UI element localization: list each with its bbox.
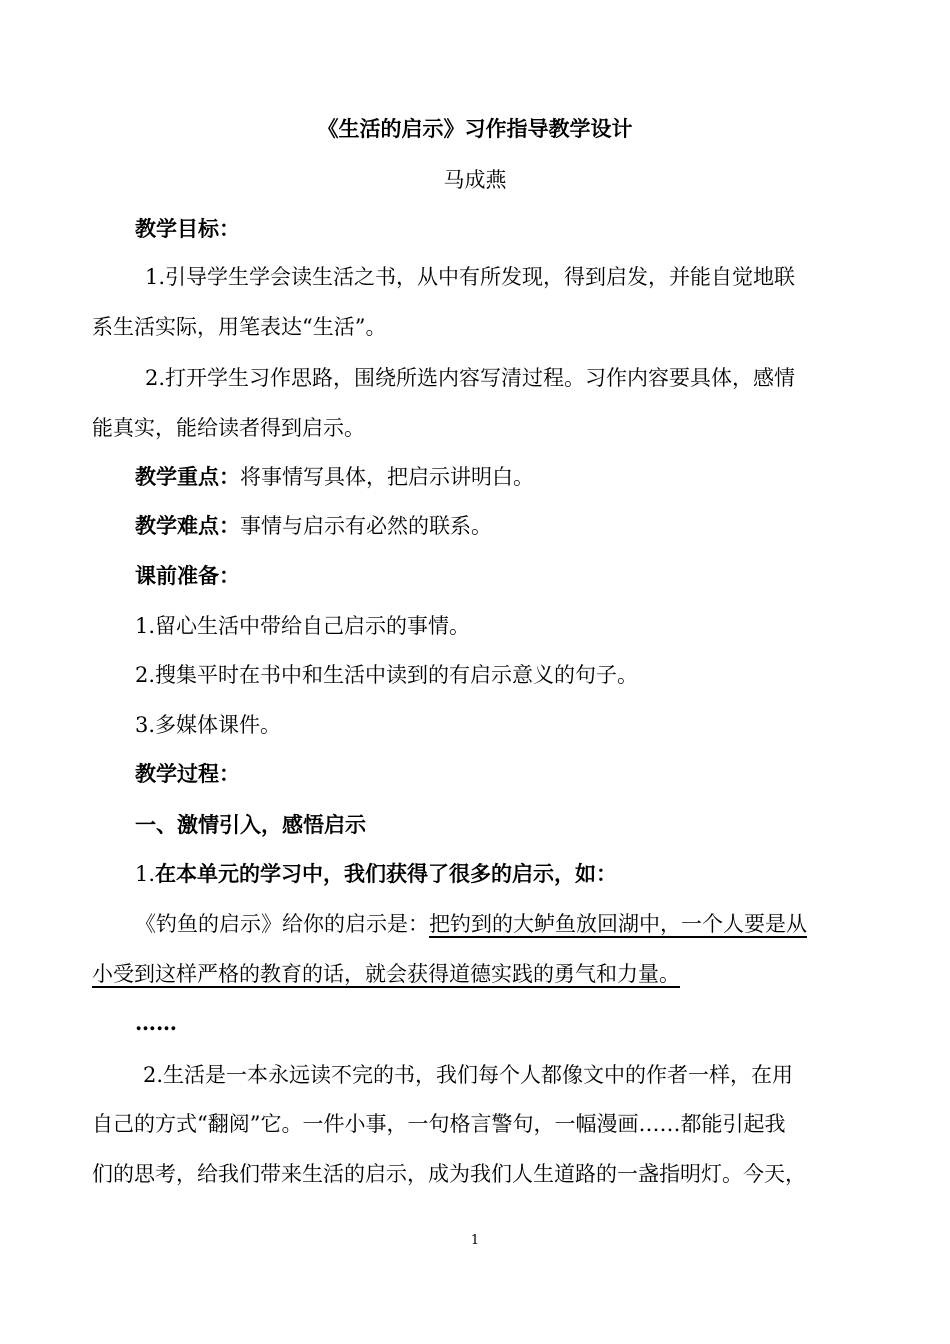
goal-2-line-1: 2.打开学生习作思路，围绕所选内容写清过程。习作内容要具体，感情 [145,366,796,390]
ellipsis: …… [135,1010,177,1035]
item-1 [135,859,617,889]
document-title: 《生活的启示》习作指导教学设计 [317,116,633,141]
prep-item-3: 3.多媒体课件。 [135,713,282,737]
difficult-point-text: 事情与启示有必然的联系。 [240,514,492,538]
key-point-label: 教学重点： [135,464,240,489]
process-heading: 教学过程： [135,761,240,786]
item-1-number: 1. [135,862,156,886]
page-number: 1 [470,1233,480,1248]
item-2-line-1: 2.生活是一本永远读不完的书，我们每个人都像文中的作者一样，在用 [143,1063,794,1087]
example-underlined-1: 把钓到的大鲈鱼放回湖中，一个人要是从 [429,912,807,936]
example-underlined-2: 小受到这样严格的教育的话，就会获得道德实践的勇气和力量。 [92,962,680,986]
prep-heading: 课前准备： [135,563,240,588]
goals-heading: 教学目标： [135,216,240,241]
key-point [135,462,534,492]
difficult-point-label: 教学难点： [135,513,240,538]
example-line-1 [135,909,807,939]
prep-item-2: 2.搜集平时在书中和生活中读到的有启示意义的句子。 [135,663,639,687]
item-2-line-2: 自己的方式“翻阅”它。一件小事，一句格言警句，一幅漫画……都能引起我 [92,1112,786,1136]
goal-1-line-2: 系生活实际，用笔表达“生活”。 [92,315,387,339]
item-2-line-3: 们的思考，给我们带来生活的启示，成为我们人生道路的一盏指明灯。今天， [92,1162,806,1186]
item-1-text: 在本单元的学习中，我们获得了很多的启示，如： [155,861,618,886]
section-1-heading: 一、激情引入，感悟启示 [135,812,366,837]
difficult-point [135,511,492,541]
key-point-text: 将事情写具体，把启示讲明白。 [240,465,534,489]
author-name: 马成燕 [443,168,507,192]
goal-1-line-1: 1.引导学生学会读生活之书，从中有所发现，得到启发，并能自觉地联 [145,265,796,289]
prep-item-1: 1.留心生活中带给自己启示的事情。 [135,614,471,638]
goal-2-line-2: 能真实，能给读者得到启示。 [92,416,365,440]
example-prefix: 《钓鱼的启示》给你的启示是： [135,912,429,936]
